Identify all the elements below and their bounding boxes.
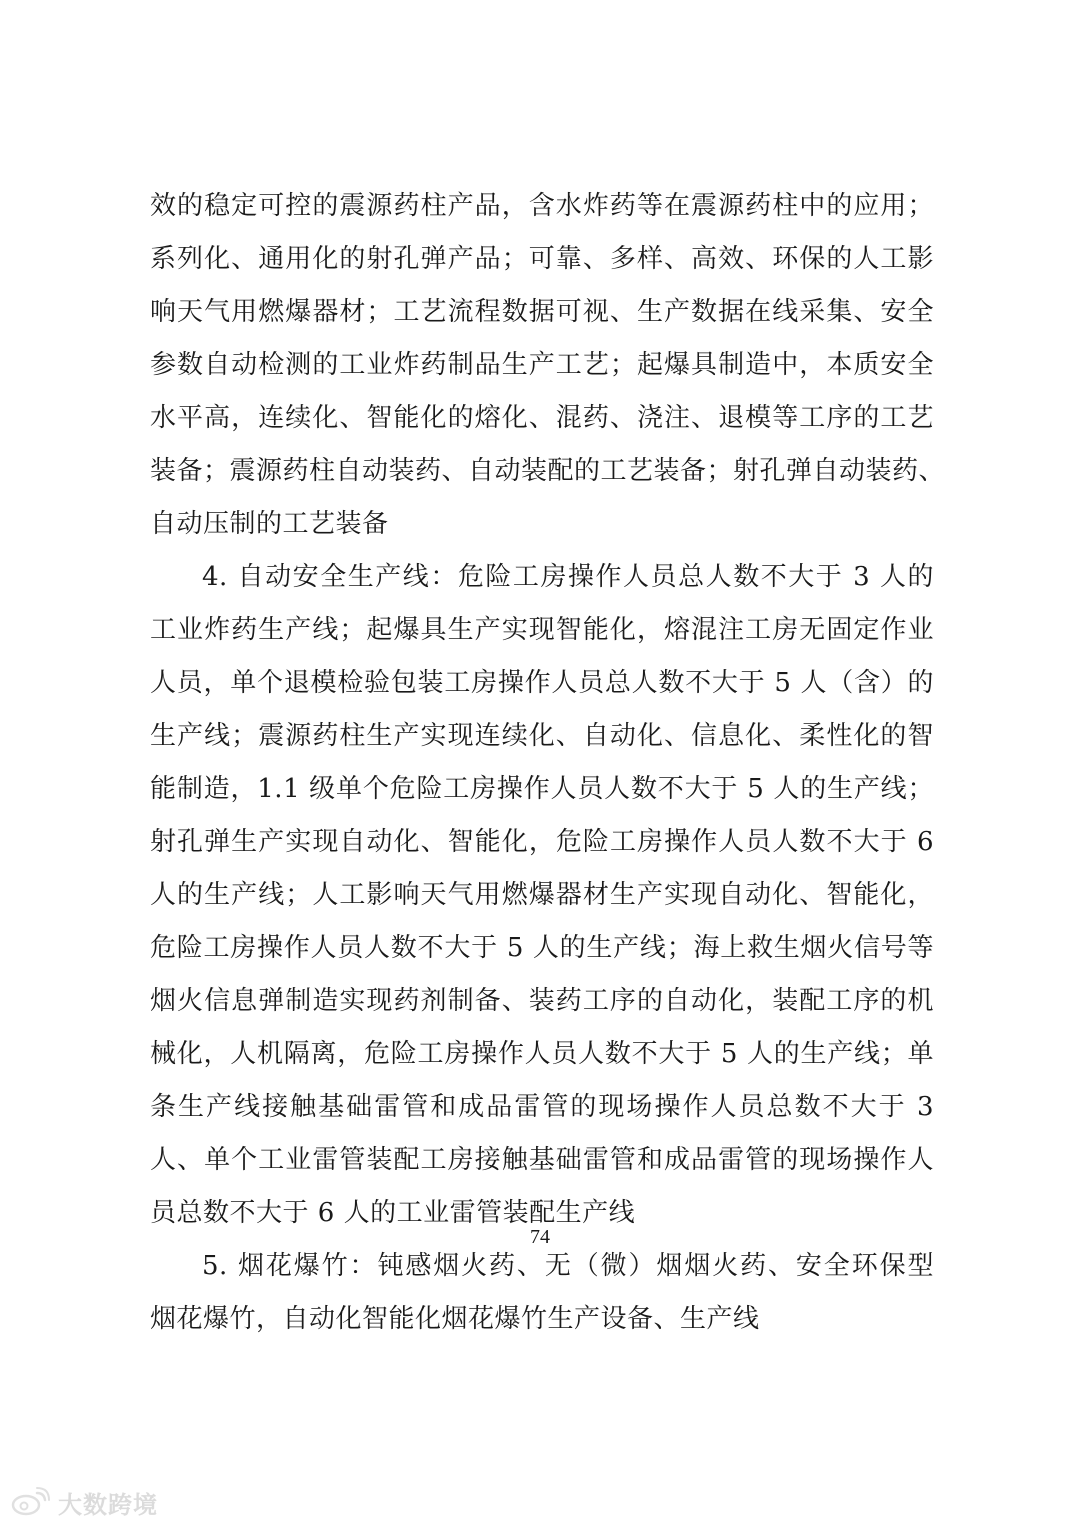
text-line: 水平高，连续化、智能化的熔化、混药、浇注、退模等工序的工艺 <box>150 403 934 433</box>
page-number: 74 <box>530 1226 550 1248</box>
text-line: 自动压制的工艺装备 <box>150 509 389 539</box>
text-line: 参数自动检测的工业炸药制品生产工艺；起爆具制造中，本质安全 <box>150 350 934 380</box>
text-line: 效的稳定可控的震源药柱产品，含水炸药等在震源药柱中的应用； <box>150 191 934 221</box>
text-line: 烟火信息弹制造实现药剂制备、装药工序的自动化，装配工序的机 <box>150 986 934 1016</box>
text-line: 系列化、通用化的射孔弹产品；可靠、多样、高效、环保的人工影 <box>150 244 934 274</box>
text-line: 械化，人机隔离，危险工房操作人员人数不大于 5 人的生产线；单 <box>150 1039 934 1069</box>
text-line: 烟花爆竹，自动化智能化烟花爆竹生产设备、生产线 <box>150 1304 760 1334</box>
text-line: 装备；震源药柱自动装药、自动装配的工艺装备；射孔弹自动装药、 <box>150 456 946 486</box>
text-line: 工业炸药生产线；起爆具生产实现智能化，熔混注工房无固定作业 <box>150 615 934 645</box>
text-line: 人员，单个退模检验包装工房操作人员总人数不大于 5 人（含）的 <box>150 668 934 698</box>
text-line: 能制造，1.1 级单个危险工房操作人员人数不大于 5 人的生产线； <box>150 774 934 804</box>
section-5-heading-line: 5. 烟花爆竹：钝感烟火药、无（微）烟烟火药、安全环保型 <box>202 1251 934 1281</box>
text-line: 响天气用燃爆器材；工艺流程数据可视、生产数据在线采集、安全 <box>150 297 934 327</box>
watermark-text: 大数跨境 <box>58 1490 158 1519</box>
text-line: 人的生产线；人工影响天气用燃爆器材生产实现自动化、智能化， <box>150 880 934 910</box>
weibo-logo-icon <box>10 1487 50 1517</box>
text-line: 危险工房操作人员人数不大于 5 人的生产线；海上救生烟火信号等 <box>150 933 934 963</box>
watermark <box>10 1486 158 1518</box>
text-line: 生产线；震源药柱生产实现连续化、自动化、信息化、柔性化的智 <box>150 721 934 751</box>
text-line: 员总数不大于 6 人的工业雷管装配生产线 <box>150 1198 636 1228</box>
text-line: 射孔弹生产实现自动化、智能化，危险工房操作人员人数不大于 6 <box>150 827 934 857</box>
text-line: 人、单个工业雷管装配工房接触基础雷管和成品雷管的现场操作人 <box>150 1145 934 1175</box>
section-4-heading-line: 4. 自动安全生产线：危险工房操作人员总人数不大于 3 人的 <box>202 562 934 592</box>
text-line: 条生产线接触基础雷管和成品雷管的现场操作人员总数不大于 3 <box>150 1092 934 1122</box>
